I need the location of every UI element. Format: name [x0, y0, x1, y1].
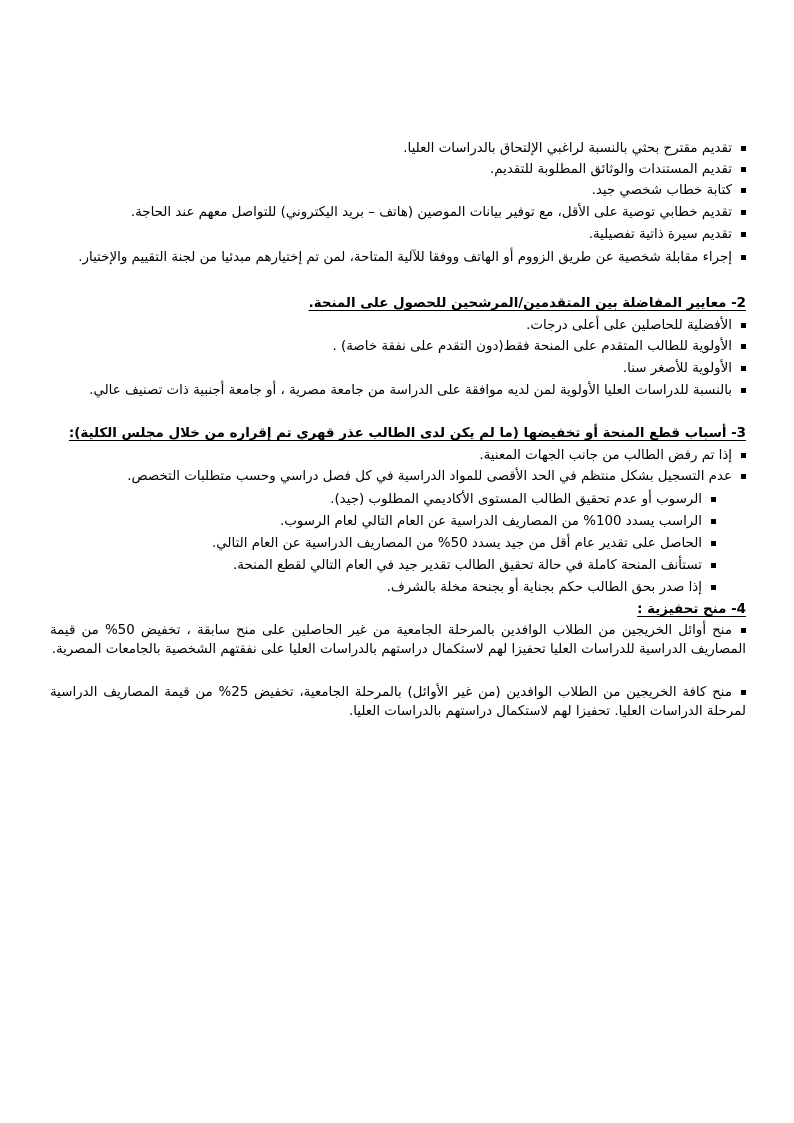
- list-item: إذا تم رفض الطالب من جانب الجهات المعنية.: [50, 446, 746, 465]
- list-item: منح أوائل الخريجين من الطلاب الوافدين بالمرحلة الجامعية من غير الحاصلين على منح سابقة ، تخفيض 50% من قيمة المصاريف الدراسية للدراسات العليا تحفيزا لهم لاستكمال دراستهم بالدراسات العليا على نفقتهم الشخصية بالجامعات المصرية.: [50, 623, 746, 657]
- bullet-icon: [711, 585, 716, 590]
- bullet-icon: [741, 453, 746, 458]
- section-heading: 4- منح تحفيزية :: [637, 602, 746, 617]
- bullet-icon: [741, 210, 746, 215]
- bullet-icon: [741, 628, 746, 633]
- list-item: الرسوب أو عدم تحقيق الطالب المستوى الأكاديمي المطلوب (جيد).: [50, 490, 716, 509]
- bullet-icon: [711, 497, 716, 502]
- list-item: الأفضلية للحاصلين على أعلى درجات.: [50, 316, 746, 335]
- bullet-icon: [741, 474, 746, 479]
- list-item: كتابة خطاب شخصي جيد.: [50, 181, 746, 200]
- list-item: بالنسبة للدراسات العليا الأولوية لمن لديه موافقة على الدراسة من جامعة مصرية ، أو جامعة أجنبية ذات تصنيف عالي.: [50, 381, 746, 400]
- section-heading: 3- أسباب قطع المنحة أو تخفيضها (ما لم يكن لدى الطالب عذر قهري تم إقراره من خلال مجلس الكلية):: [68, 426, 746, 441]
- list-item: الأولوية للطالب المتقدم على المنحة فقط(دون التقدم على نفقة خاصة) .: [50, 337, 746, 356]
- bullet-icon: [741, 366, 746, 371]
- list-item: تقديم خطابي توصية على الأقل، مع توفير بيانات الموصين (هاتف – بريد اليكتروني) للتواصل معهم عند الحاجة.: [50, 203, 746, 222]
- list-item: تستأنف المنحة كاملة في حالة تحقيق الطالب تقدير جيد في العام التالي لقطع المنحة.: [50, 556, 716, 575]
- list-item: الأولوية للأصغر سنا.: [50, 359, 746, 378]
- bullet-icon: [741, 323, 746, 328]
- list-item: منح كافة الخريجين من الطلاب الوافدين (من غير الأوائل) بالمرحلة الجامعية، تخفيض 25% من قيمة المصاريف الدراسية لمرحلة الدراسات العليا. تحفيزا لهم لاستكمال دراستهم بالدراسات العليا.: [50, 685, 746, 719]
- bullet-icon: [711, 563, 716, 568]
- bullet-icon: [741, 232, 746, 237]
- bullet-icon: [741, 146, 746, 151]
- bullet-icon: [711, 519, 716, 524]
- bullet-icon: [741, 388, 746, 393]
- list-item: الراسب يسدد 100% من المصاريف الدراسية عن العام التالي لعام الرسوب.: [50, 512, 716, 531]
- section-heading: 2- معايير المفاضلة بين المتقدمين/المرشحين للحصول على المنحة.: [308, 296, 746, 311]
- bullet-icon: [711, 541, 716, 546]
- bullet-icon: [741, 344, 746, 349]
- list-item: تقديم سيرة ذاتية تفصيلية.: [50, 225, 746, 244]
- list-item: إجراء مقابلة شخصية عن طريق الزووم أو الهاتف ووفقا للآلية المتاحة، لمن تم إختيارهم مبدئيا من لجنة التقييم والإختيار.: [50, 248, 746, 267]
- list-item: الحاصل على تقدير عام أقل من جيد يسدد 50% من المصاريف الدراسية عن العام التالي.: [50, 534, 716, 553]
- bullet-icon: [741, 255, 746, 260]
- list-item: تقديم المستندات والوثائق المطلوبة للتقديم.: [50, 160, 746, 179]
- list-item: تقديم مقترح بحثي بالنسبة لراغبي الإلتحاق بالدراسات العليا.: [50, 139, 746, 158]
- bullet-icon: [741, 167, 746, 172]
- bullet-icon: [741, 690, 746, 695]
- bullet-icon: [741, 188, 746, 193]
- list-item: عدم التسجيل بشكل منتظم في الحد الأقصى للمواد الدراسية في كل فصل دراسي وحسب متطلبات التخصص.: [50, 467, 746, 486]
- list-item: إذا صدر بحق الطالب حكم بجناية أو بجنحة مخلة بالشرف.: [50, 578, 716, 597]
